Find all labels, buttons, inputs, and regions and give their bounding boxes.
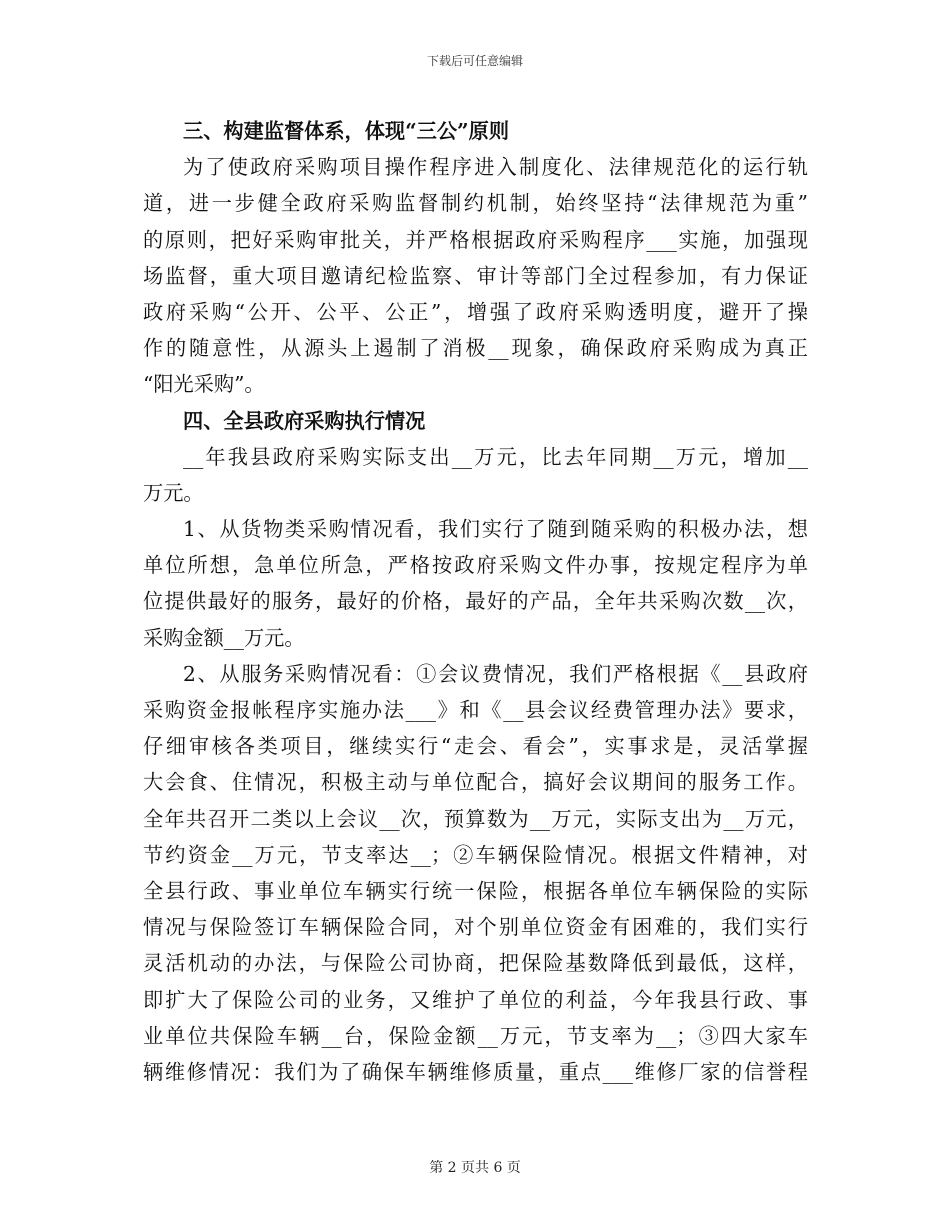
paragraph-line: 位提供最好的服务，最好的价格，最好的产品，全年共采购次数__次，	[143, 589, 808, 614]
paragraph-line: 的原则，把好采购审批关，并严格根据政府采购程序___实施，加强现	[143, 227, 808, 252]
paragraph-line: 全县行政、事业单位车辆实行统一保险，根据各单位车辆保险的实际	[143, 878, 808, 903]
paragraph-line: 作的随意性，从源头上遏制了消极__现象，确保政府采购成为真正	[143, 336, 808, 361]
running-header: 下载后可任意编辑	[426, 54, 523, 68]
paragraph-line: 采购金额__万元。	[143, 625, 305, 650]
body-text	[143, 113, 808, 1090]
paragraph-line: 业单位共保险车辆__台，保险金额__万元，节支率为__；③四大家车	[143, 1023, 808, 1048]
paragraph-line: 2、从服务采购情况看：①会议费情况，我们严格根据《__县政府	[183, 661, 808, 686]
paragraph-line: 政府采购“公开、公平、公正”，增强了政府采购透明度，避开了操	[143, 299, 808, 324]
page-number-footer: 第 2 页共 6 页	[429, 1160, 521, 1176]
paragraph-line: “阳光采购”。	[143, 372, 265, 397]
paragraph-line: 即扩大了保险公司的业务，又维护了单位的利益，今年我县行政、事	[143, 987, 808, 1012]
paragraph-line: 辆维修情况：我们为了确保车辆维修质量，重点___维修厂家的信誉程	[143, 1059, 808, 1084]
paragraph-line: 全年共召开二类以上会议__次，预算数为__万元，实际支出为__万元，	[143, 806, 808, 831]
section-heading: 四、全县政府采购执行情况	[183, 408, 426, 433]
paragraph-line: 节约资金__万元，节支率达__；②车辆保险情况。根据文件精神，对	[143, 842, 808, 867]
paragraph-line: __年我县政府采购实际支出__万元，比去年同期__万元，增加__	[183, 444, 808, 469]
paragraph-line: 大会食、住情况，积极主动与单位配合，搞好会议期间的服务工作。	[143, 770, 808, 795]
paragraph-line: 万元。	[143, 480, 204, 505]
paragraph-line: 场监督，重大项目邀请纪检监察、审计等部门全过程参加，有力保证	[143, 263, 808, 288]
section-heading: 三、构建监督体系，体现“三公”原则	[183, 119, 510, 143]
paragraph-line: 灵活机动的办法，与保险公司协商，把保险基数降低到最低，这样，	[143, 951, 808, 976]
paragraph-line: 道，进一步健全政府采购监督制约机制，始终坚持“法律规范为重”	[143, 191, 808, 216]
paragraph-line: 情况与保险签订车辆保险合同，对个别单位资金有困难的，我们实行	[143, 915, 808, 940]
paragraph-line: 采购资金报帐程序实施办法___》和《__县会议经费管理办法》要求，	[143, 698, 808, 722]
paragraph-line: 仔细审核各类项目，继续实行“走会、看会”，实事求是，灵活掌握	[143, 734, 808, 759]
paragraph-line: 单位所想，急单位所急，严格按政府采购文件办事，按规定程序为单	[143, 553, 808, 578]
paragraph-line: 1、从货物类采购情况看，我们实行了随到随采购的积极办法，想	[183, 517, 808, 542]
paragraph-line: 为了使政府采购项目操作程序进入制度化、法律规范化的运行轨	[183, 155, 808, 180]
